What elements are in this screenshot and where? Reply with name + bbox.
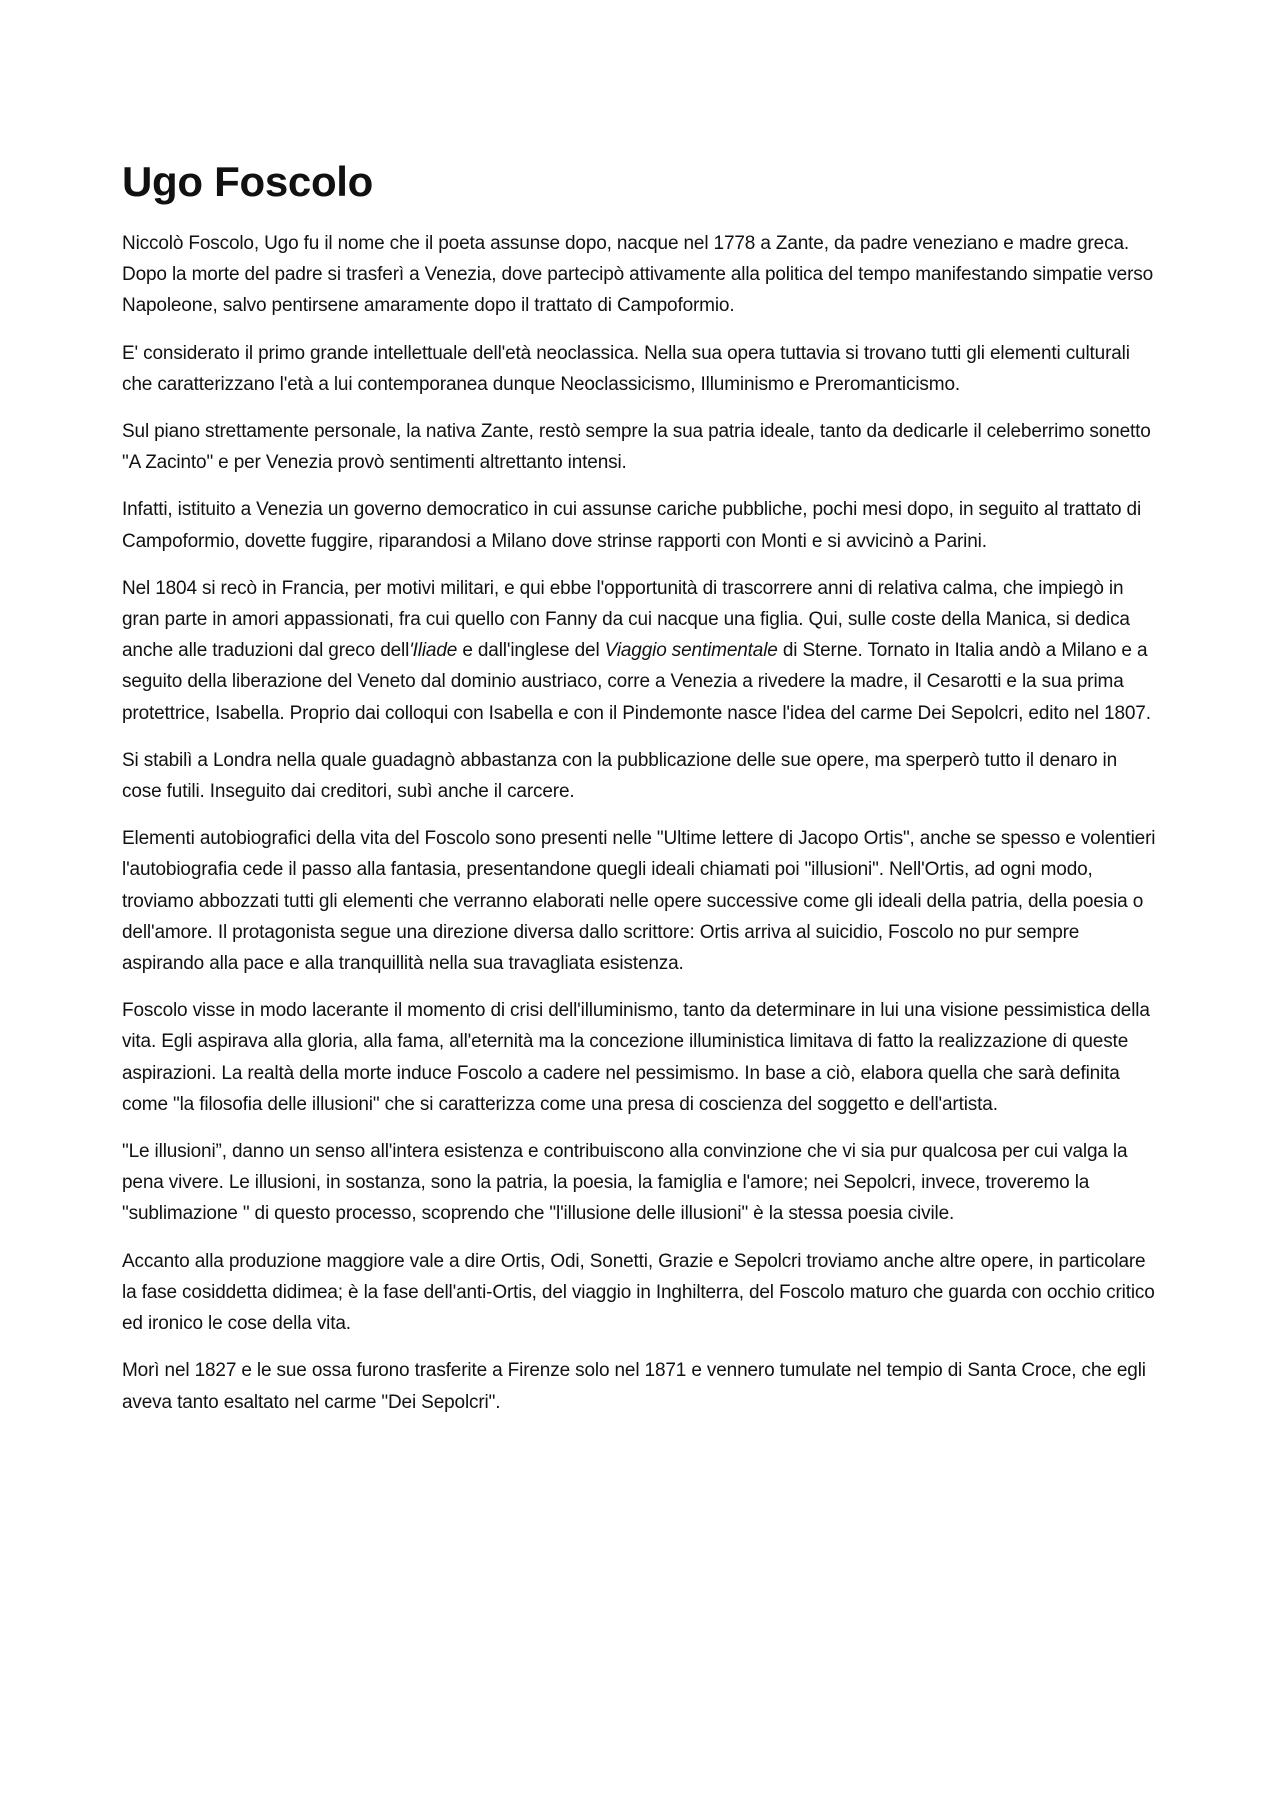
paragraph-death: Morì nel 1827 e le sue ossa furono trasferite a Firenze solo nel 1871 e vennero tumulate nel tempio di Santa Croce, che egli aveva tanto esaltato nel carme "Dei Sepolcri".: [122, 1360, 1146, 1413]
paragraph-france: [122, 573, 1160, 729]
paragraph-neoclassical: E' considerato il primo grande intellettuale dell'età neoclassica. Nella sua opera tuttavia si trovano tutti gli elementi culturali che caratterizzano l'età a lui contemporanea dunque Neoclassicismo, Illuminismo e Preromanticismo.: [122, 342, 1130, 395]
iliade-title: 'Iliade: [409, 640, 458, 662]
paragraph-venice-milan: Infatti, istituito a Venezia un governo democratico in cui assunse cariche pubbliche, pochi mesi dopo, in seguito al trattato di Campoformio, dovette fuggire, riparandosi a Milano dove strinse rapporti con Monti e si avvicinò a Parini.: [122, 499, 1142, 552]
paragraph-zante: Sul piano strettamente personale, la nativa Zante, restò sempre la sua patria ideale, tanto da dedicarle il celeberrimo sonetto "A Zacinto" e per Venezia provò sentimenti altrettanto intensi.: [122, 421, 1151, 474]
paragraph-pessimism: Foscolo visse in modo lacerante il momento di crisi dell'illuminismo, tanto da determinare in lui una visione pessimistica della vita. Egli aspirava alla gloria, alla fama, all'eternità ma la concezione illuministica limitava di fatto la realizzazione di queste aspirazioni. La realtà della morte induce Foscolo a cadere nel pessimismo. In base a ciò, elabora quella che sarà definita come "la filosofia delle illusioni" che si caratterizza come una presa di coscienza del soggetto e dell'artista.: [122, 1000, 1150, 1115]
paragraph-france-text-3: di Sterne. Tornato in Italia andò a Milano e a seguito della liberazione del Veneto dal dominio austriaco, corre a Venezia a rivedere la madre, il Cesarotti e la sua prima protettrice, Isabella. Proprio dai colloqui con Isabella e con il Pindemonte nasce l'idea del carme Dei Sepolcri, edito nel 1807.: [122, 640, 1151, 724]
viaggio-sentimentale-title: Viaggio sentimentale: [604, 640, 778, 662]
paragraph-illusions: "Le illusioni”, danno un senso all'intera esistenza e contribuiscono alla convinzione che vi sia pur qualcosa per cui valga la pena vivere. Le illusioni, in sostanza, sono la patria, la poesia, la famiglia e l'amore; nei Sepolcri, invece, troveremo la "sublimazione " di questo processo, scoprendo che "l'illusione delle illusioni" è la stessa poesia civile.: [122, 1141, 1128, 1225]
paragraph-france-text-2: e dall'inglese del: [457, 640, 605, 662]
paragraph-london: Si stabilì a Londra nella quale guadagnò abbastanza con la pubblicazione delle sue opere, ma sperperò tutto il denaro in cose futili. Inseguito dai creditori, subì anche il carcere.: [122, 749, 1117, 803]
paragraph-birth: Niccolò Foscolo, Ugo fu il nome che il poeta assunse dopo, nacque nel 1778 a Zante, da padre veneziano e madre greca. Dopo la morte del padre si trasferì a Venezia, dove partecipò attivamente alla politica del tempo manifestando simpatie verso Napoleone, salvo pentirsene amaramente dopo il trattato di Campoformio.: [122, 233, 1154, 317]
paragraph-france-text-1: Nel 1804 si recò in Francia, per motivi militari, e qui ebbe l'opportunità di trascorrere anni di relativa calma, che impiegò in gran parte in amori appassionati, fra cui quello con Fanny da cui nacque una figlia. Qui, sulle coste della Manica, si dedica anche alle traduzioni dal greco dell: [122, 577, 1130, 662]
paragraph-ortis: Elementi autobiografici della vita del Foscolo sono presenti nelle "Ultime lettere di Jacopo Ortis", anche se spesso e volentieri l'autobiografia cede il passo alla fantasia, presentandone quegli ideali chiamati poi "illusioni". Nell'Ortis, ad ogni modo, troviamo abbozzati tutti gli elementi che verranno elaborati nelle opere successive come gli ideali della patria, della poesia o dell'amore. Il protagonista segue una direzione diversa dallo scrittore: Ortis arriva al suicidio, Foscolo no pur sempre aspirando alla pace e alla tranquillità nella sua travagliata esistenza.: [122, 828, 1156, 975]
document-title: Ugo Foscolo: [122, 158, 374, 205]
paragraph-works: Accanto alla produzione maggiore vale a dire Ortis, Odi, Sonetti, Grazie e Sepolcri troviamo anche altre opere, in particolare la fase cosiddetta didimea; è la fase dell'anti-Ortis, del viaggio in Inghilterra, del Foscolo maturo che guarda con occhio critico ed ironico le cose della vita.: [122, 1250, 1155, 1335]
